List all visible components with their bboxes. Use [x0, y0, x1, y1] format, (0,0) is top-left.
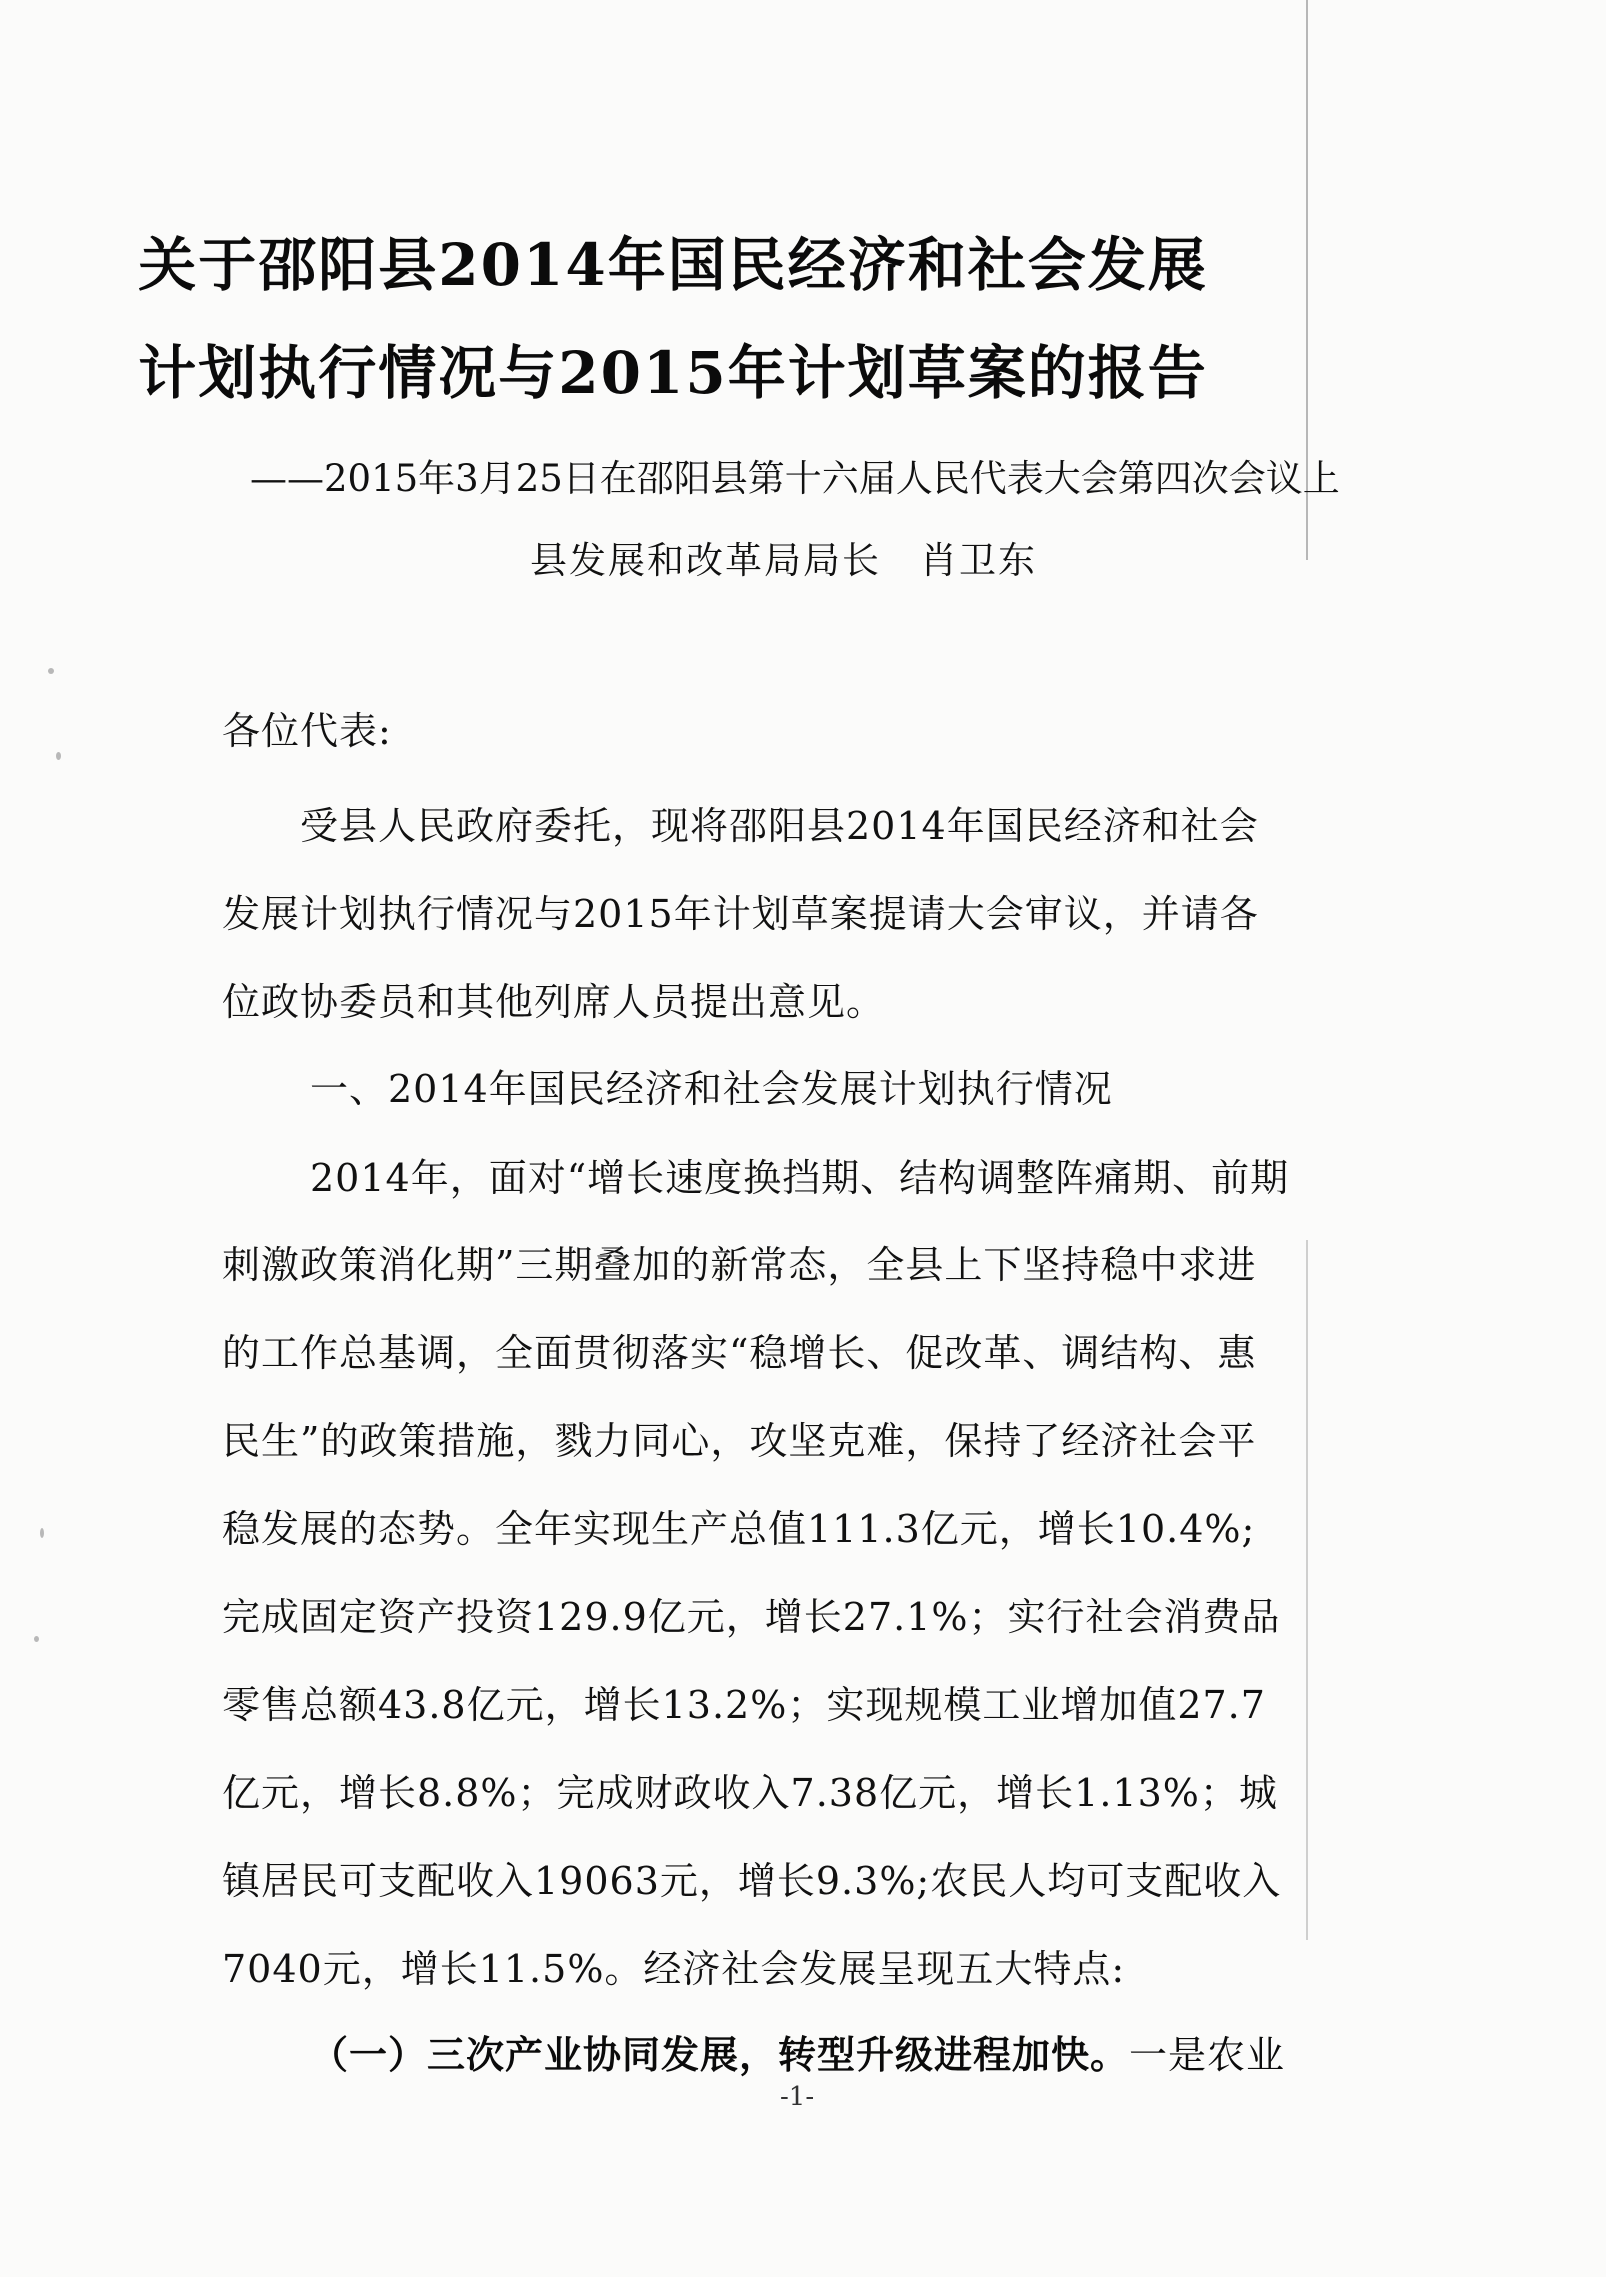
section-line: 亿元，增长8.8%；完成财政收入7.38亿元，增长1.13%；城: [222, 1771, 1278, 1815]
section-line: 的工作总基调，全面贯彻落实“稳增长、促改革、调结构、惠: [222, 1331, 1257, 1375]
section-line: 刺激政策消化期”三期叠加的新常态，全县上下坚持稳中求进: [222, 1243, 1257, 1287]
page-number: -1-: [780, 2082, 815, 2112]
section-heading: 一、2014年国民经济和社会发展计划执行情况: [310, 1067, 1113, 1111]
section-line: 零售总额43.8亿元，增长13.2%；实现规模工业增加值27.7: [222, 1683, 1266, 1727]
paragraph-line: 发展计划执行情况与2015年计划草案提请大会审议，并请各: [222, 892, 1259, 936]
section-line: 民生”的政策措施，戮力同心，攻坚克难，保持了经济社会平: [222, 1419, 1257, 1463]
section-line: 7040元，增长11.5%。经济社会发展呈现五大特点:: [222, 1947, 1126, 1991]
section-line: 2014年，面对“增长速度换挡期、结构调整阵痛期、前期: [310, 1156, 1290, 1200]
paragraph-line: 位政协委员和其他列席人员提出意见。: [222, 980, 886, 1024]
section-line: 完成固定资产投资129.9亿元，增长27.1%；实行社会消费品: [222, 1595, 1281, 1639]
salutation: 各位代表:: [222, 709, 392, 753]
subsection-heading: [310, 2024, 1285, 2079]
section-line: 镇居民可支配收入19063元，增长9.3%;农民人均可支配收入: [222, 1859, 1282, 1903]
document-subtitle: ——2015年3月25日在邵阳县第十六届人民代表大会第四次会议上: [250, 457, 1340, 500]
scan-speck: [34, 1636, 39, 1642]
scan-speck: [48, 668, 54, 674]
paragraph-line: 受县人民政府委托，现将邵阳县2014年国民经济和社会: [222, 804, 1259, 848]
document-title-line-2: 计划执行情况与2015年计划草案的报告: [138, 339, 1208, 407]
scan-speck: [40, 1528, 44, 1538]
scan-speck: [56, 752, 61, 760]
section-line: 稳发展的态势。全年实现生产总值111.3亿元，增长10.4%;: [222, 1507, 1256, 1551]
document-author: 县发展和改革局局长 肖卫东: [530, 539, 1037, 582]
subsection-heading-bold: （一）三次产业协同发展，转型升级进程加快。: [310, 2033, 1130, 2077]
subsection-heading-continuation: 一是农业: [1129, 2033, 1286, 2077]
document-title-line-1: 关于邵阳县2014年国民经济和社会发展: [138, 231, 1208, 299]
